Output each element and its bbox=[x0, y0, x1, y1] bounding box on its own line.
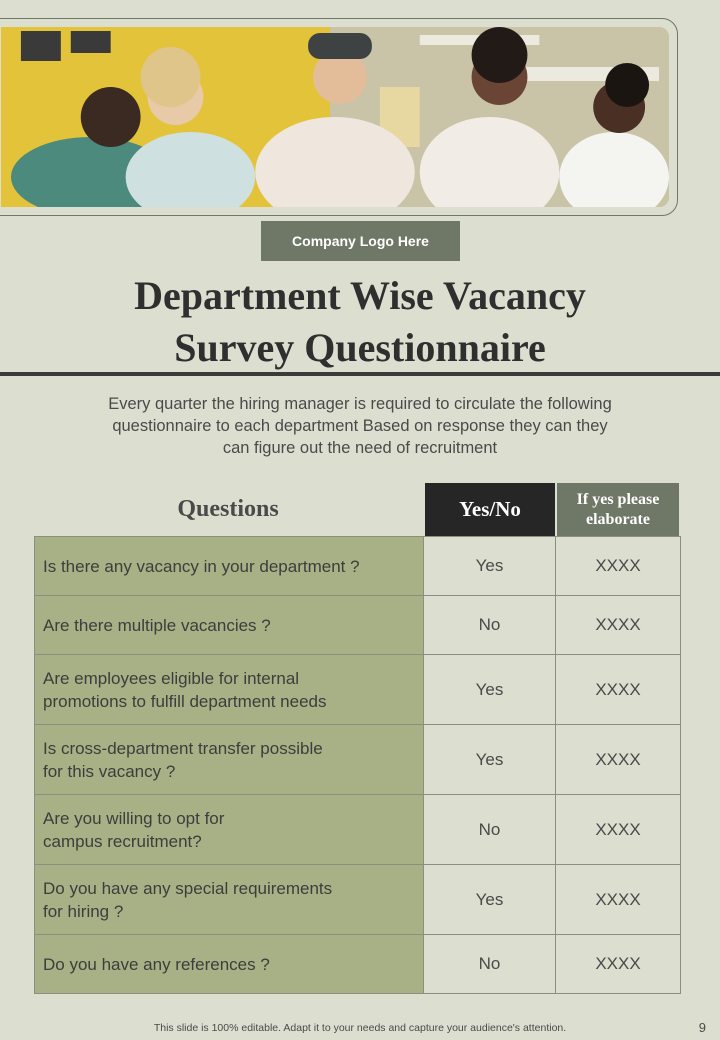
elaborate-cell[interactable]: XXXX bbox=[556, 935, 681, 993]
question-text: Is there any vacancy in your department ? bbox=[43, 556, 360, 576]
question-text: Are you willing to opt for bbox=[43, 808, 225, 828]
elaborate-cell[interactable]: XXXX bbox=[556, 537, 681, 595]
intro-text bbox=[60, 393, 660, 459]
answer-cell[interactable]: No bbox=[424, 795, 556, 864]
title-line-1: Department Wise Vacancy bbox=[134, 273, 586, 318]
question-cell bbox=[34, 795, 424, 864]
table-row bbox=[34, 537, 681, 596]
hero-photo-frame bbox=[0, 18, 678, 216]
question-text-line-2: for this vacancy ? bbox=[43, 761, 176, 781]
question-cell bbox=[34, 865, 424, 934]
footer-note: This slide is 100% editable. Adapt it to your needs and capture your audience's attention. bbox=[153, 1022, 567, 1034]
elaborate-cell[interactable]: XXXX bbox=[556, 596, 681, 654]
answer-cell[interactable]: Yes bbox=[424, 865, 556, 934]
elaborate-cell[interactable]: XXXX bbox=[556, 865, 681, 934]
question-cell bbox=[34, 596, 424, 654]
table-row bbox=[34, 935, 681, 994]
question-cell bbox=[34, 537, 424, 595]
question-text-line-2: for hiring ? bbox=[43, 901, 124, 921]
answer-cell[interactable]: Yes bbox=[424, 537, 556, 595]
intro-line-1: Every quarter the hiring manager is required to circulate the following bbox=[108, 395, 612, 413]
table-row bbox=[34, 795, 681, 865]
page-number: 9 bbox=[698, 1020, 706, 1035]
intro-line-2: questionnaire to each department Based on response they can they bbox=[112, 417, 608, 435]
title-line-2: Survey Questionnaire bbox=[174, 325, 546, 370]
yes-no-header: Yes/No bbox=[425, 483, 555, 536]
questions-header: Questions bbox=[177, 496, 279, 522]
answer-cell[interactable]: No bbox=[424, 935, 556, 993]
question-text: Are employees eligible for internal bbox=[43, 668, 300, 688]
answer-cell[interactable]: No bbox=[424, 596, 556, 654]
elaborate-cell[interactable]: XXXX bbox=[556, 725, 681, 794]
question-text-line-2: promotions to fulfill department needs bbox=[43, 691, 327, 711]
elaborate-cell[interactable]: XXXX bbox=[556, 655, 681, 724]
company-logo-placeholder: Company Logo Here bbox=[261, 221, 460, 261]
question-text: Do you have any special requirements bbox=[43, 878, 333, 898]
question-text-line-2: campus recruitment? bbox=[43, 831, 202, 851]
question-text: Are there multiple vacancies ? bbox=[43, 615, 271, 635]
table-row bbox=[34, 655, 681, 725]
elaborate-header: If yes please elaborate bbox=[557, 483, 679, 536]
table-row bbox=[34, 865, 681, 935]
question-text: Is cross-department transfer possible bbox=[43, 738, 323, 758]
question-cell bbox=[34, 725, 424, 794]
table-row bbox=[34, 596, 681, 655]
answer-cell[interactable]: Yes bbox=[424, 655, 556, 724]
question-text: Do you have any references ? bbox=[43, 954, 270, 974]
answer-cell[interactable]: Yes bbox=[424, 725, 556, 794]
elaborate-cell[interactable]: XXXX bbox=[556, 795, 681, 864]
question-cell bbox=[34, 655, 424, 724]
hero-photo bbox=[1, 27, 669, 207]
page-title bbox=[0, 270, 720, 374]
table-row bbox=[34, 725, 681, 795]
title-divider bbox=[0, 372, 720, 376]
question-cell bbox=[34, 935, 424, 993]
intro-line-3: can figure out the need of recruitment bbox=[222, 439, 498, 457]
questionnaire-table bbox=[34, 536, 681, 994]
